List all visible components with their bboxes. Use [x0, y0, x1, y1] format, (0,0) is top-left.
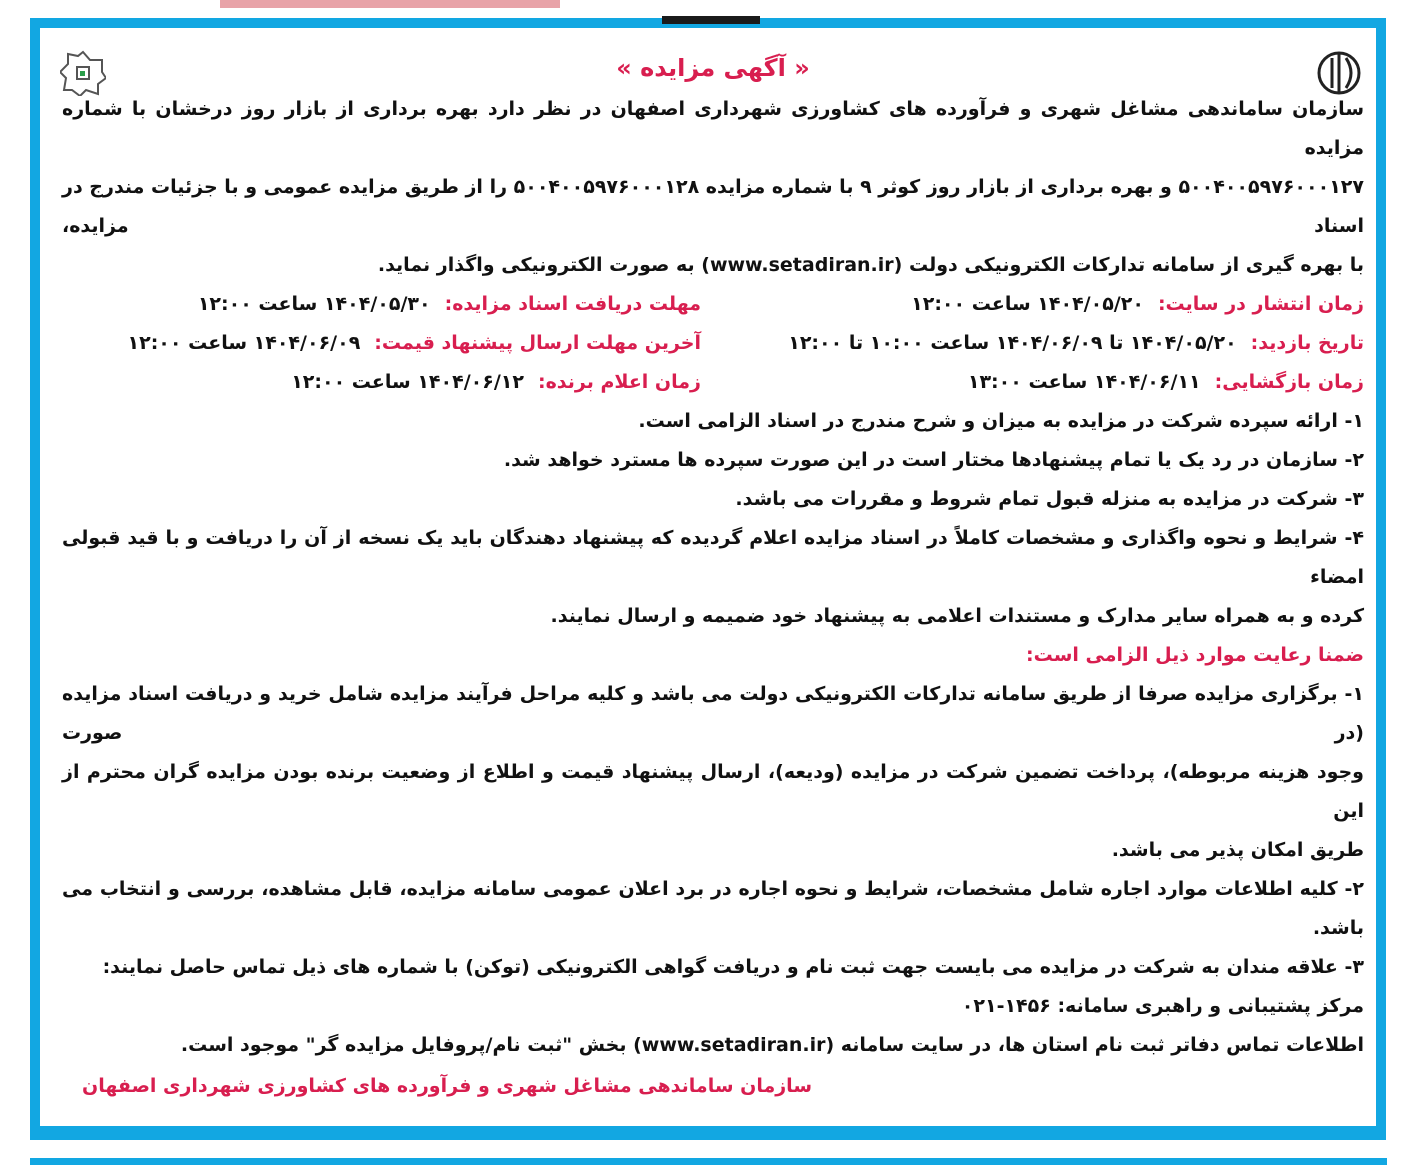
schedule-label: آخرین مهلت ارسال پیشنهاد قیمت: [374, 332, 701, 354]
intro-line: با بهره گیری از سامانه تدارکات الکترونیکی دولت (www.setadiran.ir) به صورت الکترونیکی واگذار نماید. [377, 254, 1364, 276]
condition-item: ۴- شرایط و نحوه واگذاری و مشخصات کاملاً در اسناد مزایده اعلام گردیده که پیشنهاد دهندگان باید یک نسخه از آن را دریافت و با قید قبولی امضاء [62, 527, 1364, 588]
schedule-label: زمان بازگشایی: [1214, 371, 1364, 393]
next-ad-border [30, 1158, 1387, 1165]
condition-item: کرده و به همراه سایر مدارک و مستندات اعلامی به پیشنهاد خود ضمیمه و ارسال نمایند. [550, 605, 1364, 627]
condition-item: ۲- سازمان در رد یک یا تمام پیشنهادها مختار است در این صورت سپرده ها مسترد خواهد شد. [503, 449, 1364, 471]
signature-text: سازمان ساماندهی مشاغل شهری و فرآورده های کشاورزی شهرداری اصفهان [82, 1075, 812, 1097]
schedule-label: زمان اعلام برنده: [537, 371, 701, 393]
ad-frame [30, 18, 1386, 1140]
condition-item: ۱- ارائه سپرده شرکت در مزایده به میزان و شرح مندرج در اسناد الزامی است. [638, 410, 1364, 432]
schedule-row [62, 324, 1364, 363]
schedule-value: ۱۴۰۴/۰۶/۰۹ ساعت ۱۲:۰۰ [127, 332, 361, 354]
note-item: وجود هزینه مربوطه)، پرداخت تضمین شرکت در مزایده (ودیعه)، ارسال پیشنهاد قیمت و اطلاع از وضعیت برنده بودن مزایده گران محترم از این [62, 761, 1364, 822]
schedule-row [62, 363, 1364, 402]
schedule-value: ۱۴۰۴/۰۵/۳۰ ساعت ۱۲:۰۰ [197, 293, 431, 315]
schedule-value: ۱۴۰۴/۰۶/۱۲ ساعت ۱۲:۰۰ [291, 371, 524, 393]
ad-content [62, 28, 1364, 1126]
top-black-bar [662, 16, 760, 24]
support-center: مرکز پشتیبانی و راهبری سامانه: ۱۴۵۶-۰۲۱ [961, 995, 1364, 1017]
schedule-row [62, 285, 1364, 324]
schedule-value: ۱۴۰۴/۰۶/۱۱ ساعت ۱۳:۰۰ [967, 371, 1201, 393]
schedule-label: مهلت دریافت اسناد مزایده: [444, 293, 701, 315]
notes-heading: ضمنا رعایت موارد ذیل الزامی است: [1026, 644, 1364, 666]
top-banner-fragment [220, 0, 560, 8]
note-item: ۱- برگزاری مزایده صرفا از طریق سامانه تدارکات الکترونیکی دولت می باشد و کلیه مراحل فرآیند مزایده شامل خرید و دریافت اسناد مزایده (در صورت [62, 683, 1364, 744]
registration-offices-info: اطلاعات تماس دفاتر ثبت نام استان ها، در سایت سامانه (www.setadiran.ir) بخش "ثبت نام/پروفایل مزایده گر" موجود است. [180, 1034, 1364, 1056]
schedule-label: زمان انتشار در سایت: [1157, 293, 1364, 315]
schedule-value: ۱۴۰۴/۰۵/۲۰ ساعت ۱۲:۰۰ [911, 293, 1144, 315]
schedule-label: تاریخ بازدید: [1250, 332, 1364, 354]
intro-line: سازمان ساماندهی مشاغل شهری و فرآورده های کشاورزی شهرداری اصفهان در نظر دارد بهره برداری از بازار روز درخشان با شماره مزایده [62, 98, 1364, 159]
condition-item: ۳- شرکت در مزایده به منزله قبول تمام شروط و مقررات می باشد. [735, 488, 1364, 510]
ad-title: « آگهی مزایده » [616, 54, 810, 82]
note-item: ۳- علاقه مندان به شرکت در مزایده می بایست جهت ثبت نام و دریافت گواهی الکترونیکی (توکن) با شماره های ذیل تماس حاصل نمایند: [102, 956, 1364, 978]
intro-line: ۵۰۰۴۰۰۵۹۷۶۰۰۰۱۲۷ و بهره برداری از بازار روز کوثر ۹ با شماره مزایده ۵۰۰۴۰۰۵۹۷۶۰۰۰۱۲۸ را از طریق مزایده عمومی و با جزئیات مندرج در اسناد مزایده، [62, 176, 1364, 237]
schedule-value: ۱۴۰۴/۰۵/۲۰ تا ۱۴۰۴/۰۶/۰۹ ساعت ۱۰:۰۰ تا ۱۲:۰۰ [788, 332, 1237, 354]
note-item: ۲- کلیه اطلاعات موارد اجاره شامل مشخصات، شرایط و نحوه اجاره در برد اعلان عمومی سامانه مزایده، قابل مشاهده، بررسی و انتخاب می باشد. [62, 878, 1364, 939]
signature [62, 1067, 1364, 1106]
note-item: طریق امکان پذیر می باشد. [1111, 839, 1364, 861]
